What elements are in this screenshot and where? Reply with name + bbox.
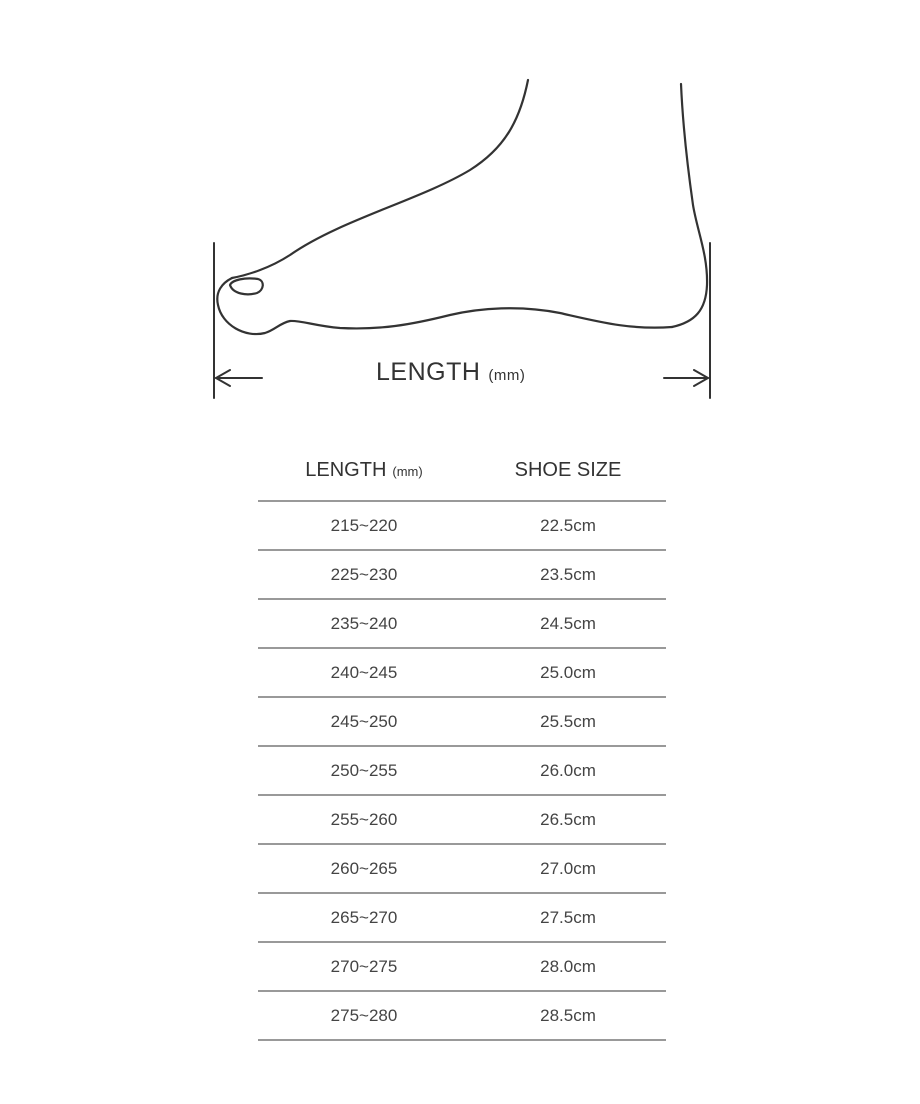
length-cell: 265~270: [330, 907, 398, 927]
size-cell: 26.0cm: [540, 760, 596, 780]
header-length: [258, 459, 470, 482]
length-label: [376, 358, 525, 387]
size-table: [258, 440, 666, 1041]
table-row: [258, 698, 666, 747]
length-cell: 260~265: [330, 858, 398, 878]
table-row: [258, 894, 666, 943]
size-cell: 28.5cm: [540, 1005, 596, 1025]
length-cell: 215~220: [330, 515, 398, 535]
table-row: [258, 845, 666, 894]
size-cell: 25.0cm: [540, 662, 596, 682]
size-cell: 22.5cm: [540, 515, 596, 535]
table-row: [258, 649, 666, 698]
length-cell: 255~260: [330, 809, 398, 829]
length-cell: 225~230: [330, 564, 398, 584]
header-length-unit: (mm): [392, 463, 423, 479]
size-cell: 25.5cm: [540, 711, 596, 731]
length-cell: 240~245: [330, 662, 398, 682]
table-row: [258, 600, 666, 649]
table-row: [258, 992, 666, 1041]
foot-heel-outline: [672, 84, 707, 327]
table-row: [258, 943, 666, 992]
length-cell: 250~255: [330, 760, 398, 780]
size-cell: 27.5cm: [540, 907, 596, 927]
size-cell: 27.0cm: [540, 858, 596, 878]
toenail: [230, 278, 263, 294]
table-header: [258, 440, 666, 502]
length-cell: 235~240: [330, 613, 398, 633]
length-cell: 270~275: [330, 956, 398, 976]
header-shoe-size: SHOE SIZE: [514, 458, 622, 481]
foot-diagram: [0, 0, 920, 420]
size-cell: 24.5cm: [540, 613, 596, 633]
table-row: [258, 747, 666, 796]
length-cell: 245~250: [330, 711, 398, 731]
length-cell: 275~280: [330, 1005, 398, 1025]
length-label-text: LENGTH: [376, 358, 481, 386]
foot-top-outline: [232, 80, 528, 278]
length-label-unit: (mm): [488, 367, 526, 384]
table-row: [258, 502, 666, 551]
size-cell: 26.5cm: [540, 809, 596, 829]
header-length-text: LENGTH: [305, 458, 387, 481]
table-row: [258, 796, 666, 845]
size-cell: 28.0cm: [540, 956, 596, 976]
size-cell: 23.5cm: [540, 564, 596, 584]
table-row: [258, 551, 666, 600]
foot-sole-outline: [217, 278, 672, 334]
